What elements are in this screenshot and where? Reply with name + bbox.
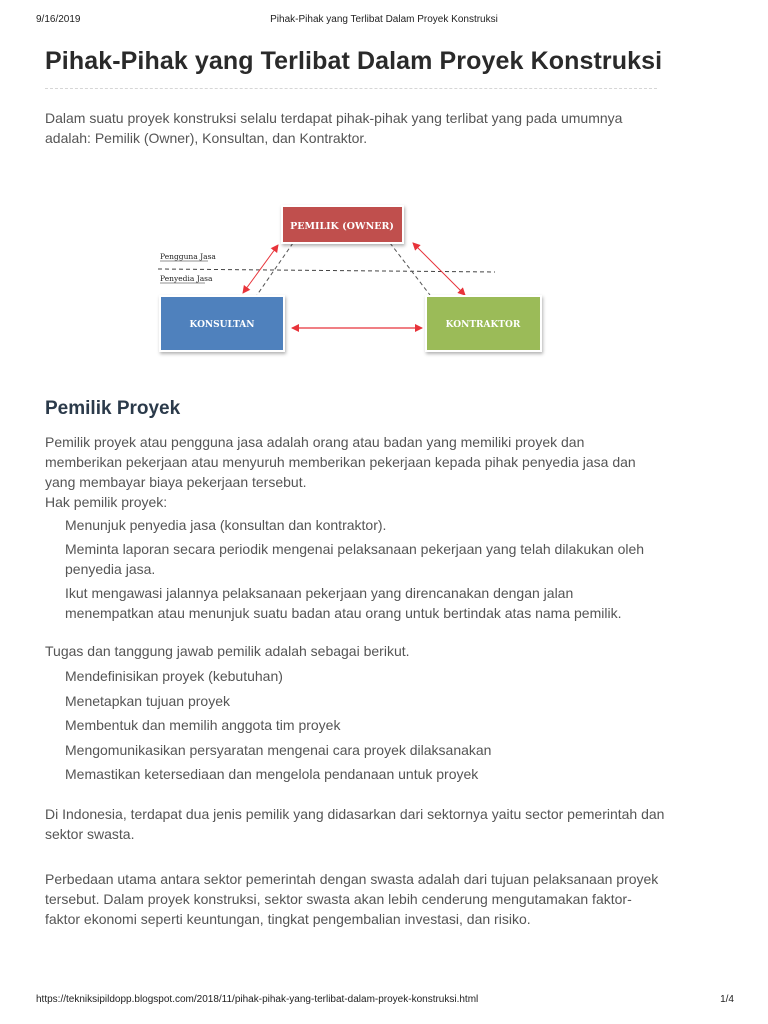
rights-label: Hak pemilik proyek:: [45, 494, 168, 510]
print-header: [0, 14, 768, 28]
consultant-box: [160, 296, 284, 351]
parties-diagram-svg: [45, 203, 665, 363]
section-heading: Pemilik Proyek: [45, 398, 181, 419]
list-item: Meminta laporan secara periodik mengenai pelaksanaan pekerjaan yang telah dilakukan oleh penyedia jasa.: [65, 541, 645, 577]
intro-paragraph: Dalam suatu proyek konstruksi selalu terdapat pihak-pihak yang terlibat yang pada umumnya adalah: Pemilik (Owner), Konsultan, dan Kontraktor.: [45, 110, 623, 146]
arrow-owner-contractor: [413, 243, 465, 295]
contractor-box: [426, 296, 541, 351]
duties-list: [45, 666, 665, 784]
print-footer: [0, 994, 768, 1008]
label-penyedia-jasa: Penyedia Jasa: [160, 274, 213, 283]
section-intro-paragraph: Pemilik proyek atau pengguna jasa adalah orang atau badan yang memiliki proyek dan memberikan pekerjaan atau menyuruh memberikan pekerjaan kepada pihak penyedia jasa dan yang membayar biaya pekerjaan tersebut.: [45, 434, 636, 490]
parties-diagram: [45, 203, 665, 363]
owner-box: [282, 206, 403, 243]
article-title: Pihak-Pihak yang Terlibat Dalam Proyek Konstruksi: [45, 47, 663, 75]
list-item: Ikut mengawasi jalannya pelaksanaan pekerjaan yang direncanakan dengan jalan menempatkan atau menunjuk suatu badan atau orang untuk bertindak atas nama pemilik.: [65, 585, 622, 621]
contractor-label: KONTRAKTOR: [445, 320, 521, 330]
list-item: Membentuk dan memilih anggota tim proyek: [65, 717, 341, 734]
list-item: Menetapkan tujuan proyek: [65, 692, 230, 709]
print-date: 9/16/2019: [36, 14, 81, 25]
list-item: Menunjuk penyedia jasa (konsultan dan kontraktor).: [65, 517, 387, 533]
difference-paragraph: Perbedaan utama antara sektor pemerintah dengan swasta adalah dari tujuan pelaksanaan proyek tersebut. Dalam proyek konstruksi, sektor swasta akan lebih cenderung mengutamakan faktor-faktor ekonomi seperti keuntungan, tingkat pengembalian investasi, dan risiko.: [45, 871, 659, 928]
label-pengguna-jasa: Pengguna Jasa: [160, 252, 216, 261]
arrow-owner-consultant: [243, 245, 278, 293]
duties-label: Tugas dan tanggung jawab pemilik adalah sebagai berikut.: [45, 643, 410, 659]
list-item: Mendefinisikan proyek (kebutuhan): [65, 668, 283, 684]
print-title: Pihak-Pihak yang Terlibat Dalam Proyek Konstruksi: [270, 14, 498, 25]
list-item: Memastikan ketersediaan dan mengelola pendanaan untuk proyek: [65, 766, 479, 783]
title-divider: [45, 88, 657, 89]
page-number: 1/4: [720, 994, 734, 1005]
source-url: https://tekniksipildopp.blogspot.com/2018/11/pihak-pihak-yang-terlibat-dalam-proyek-konstruksi.html: [36, 994, 479, 1005]
indonesia-paragraph: Di Indonesia, terdapat dua jenis pemilik yang didasarkan dari sektornya yaitu sector pemerintah dan sektor swasta.: [45, 806, 665, 843]
article: [45, 44, 665, 929]
list-item: Mengomunikasikan persyaratan mengenai cara proyek dilaksanakan: [65, 741, 492, 758]
rights-list: [45, 515, 665, 623]
consultant-label: KONSULTAN: [189, 320, 255, 330]
service-divider-line: [158, 269, 495, 272]
owner-label: PEMILIK (OWNER): [290, 221, 394, 232]
